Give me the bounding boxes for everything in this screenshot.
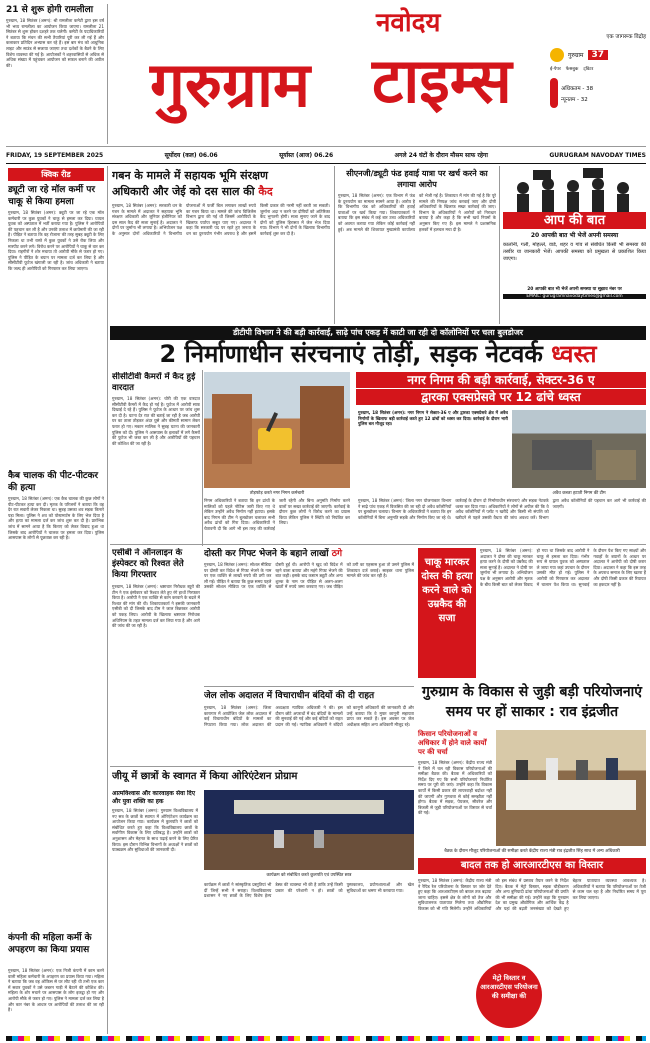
nagar-headline-1: नगर निगम की बड़ी कार्रवाई, सेक्टर-36 ए [356,372,646,388]
aap-email[interactable]: EMAIL: gurugramnavodaytimes@gmail.com [503,294,646,299]
masthead-brand: नवोदय [376,8,441,38]
masthead-title-left: गुरुग्राम [150,48,311,121]
vikas-headline-1: गुरुग्राम के विकास से जुड़ी बड़ी परियोजनाएं [421,684,643,700]
crime-body-2: गुरुग्राम, 18 सितंबर (अमन): एक कैब चालक की कुछ लोगों ने पीट-पीटकर हत्या कर दी। मृतक के परिजनों ने बताया कि वह देर रात सवारी लेकर निकला था। सुबह उसका शव सड़क किनारे पड़ा मिला। पुलिस ने शव को पोस्टमार्टम के लिए भेज दिया है और हत्या का मामला दर्ज कर जांच शुरू कर दी है। प्रारंभिक जांच में सामने आया है कि किराए को लेकर विवाद हुआ था जिसके बाद आरोपियों ने चालक पर हमला कर दिया। पुलिस आसपास के लोगों से पूछताछ कर रही है। [8,496,104,541]
lead-headline-1: गबन के मामले में सहायक भूमि संरक्षण [112,169,268,182]
nagar-body: गुरुग्राम, 18 सितंबर (अमन): जिला नगर योजनाकार विभाग ने साढ़े पांच एकड़ में विकसित की जा रही दो अवैध कॉलोनियों पर बुलडोजर चलाया। विभाग के अधिकारियों ने बताया कि इन कॉलोनियों में बिना अनुमति सड़कें और निर्माण किए जा रहे थे। कार्रवाई के दौरान दो निर्माणाधीन संरचनाएं और सड़क नेटवर्क ध्वस्त कर दिया गया। अधिकारियों ने लोगों से अपील की कि वे अवैध कॉलोनियों में प्लॉट न खरीदें और किसी भी संपत्ति को खरीदने से पहले उसकी वैधता की जांच अवश्य करें। विभाग द्वारा अवैध कॉलोनियों की पहचान कर आगे भी कार्रवाई की जाएगी। [358,498,646,520]
weather-city: गुरुग्राम [568,52,584,59]
crime-headline-3: कंपनी की महिला कर्मी के अपहरण का किया प्रयास [8,933,92,955]
sunset: सूर्यास्त (आज) 06.26 [279,152,334,159]
aap-contact: 20 आपकी बात भी भेजें अपनी समस्या या सुझाव नंबर पर [527,287,622,292]
rule [110,766,414,767]
nav-facebook[interactable]: फेसबुक [565,67,579,72]
lead-body: गुरुग्राम, 18 सितंबर (अमन): सरकारी धन के गबन के मामले में अदालत ने सहायक भूमि संरक्षण अधिकारी और जूनियर इंजीनियर को दस साल कैद की सजा सुनाई है। अदालत ने दोनों पर जुर्माना भी लगाया है। अभियोजन पक्ष के अनुसार दोनों अधिकारियों ने विभागीय योजनाओं में फर्जी बिल लगाकर लाखों रुपये का गबन किया था। मामले की जांच विजिलेंस विभाग द्वारा की गई थी जिसमें आरोपियों के खिलाफ पर्याप्त सबूत पाए गए। अदालत ने कहा कि सरकारी पद पर रहते हुए जनता के धन का दुरुपयोग गंभीर अपराध है और इसमें किसी प्रकार की नरमी नहीं बरती जा सकती। जुर्माना अदा न करने पर दोषियों को अतिरिक्त कैद भुगतनी होगी। सजा सुनाए जाने के बाद दोनों को पुलिस हिरासत में जेल भेज दिया गया। विभाग ने भी दोनों के खिलाफ विभागीय कार्रवाई शुरू कर दी है। [112,203,330,236]
crime-body-1: गुरुग्राम, 18 सितंबर (अमन): ड्यूटी पर जा रहे एक मॉल कर्मचारी पर कुछ युवकों ने चाकू से हमला कर दिया। घायल युवक को अस्पताल में भर्ती कराया गया है। पुलिस ने आरोपियों की पहचान कर ली है और उनकी तलाश में छापेमारी की जा रही है। पीड़ित ने बताया कि वह रोजाना की तरह सुबह ड्यूटी के लिए निकला था तभी रास्ते में कुछ युवकों ने उसे रोक लिया और मारपीट करने लगे। विरोध करने पर आरोपियों ने चाकू से वार कर दिया। राहगीरों ने शोर मचाया तो आरोपी मौके से फरार हो गए। पुलिस ने पीड़ित के बयान पर मामला दर्ज कर लिया है और सीसीटीवी फुटेज खंगाली जा रही है। जांच अधिकारी ने बताया कि जल्द ही आरोपियों को गिरफ्तार कर लिया जाएगा। [8,210,104,271]
nagar-photo-caption: अवैध कब्जा हटाती निगम की टीम [552,491,606,496]
lead-headline-2-accent: कैद [258,185,273,198]
dosti-headline-text: दोस्ती कर गिफ्ट भेजने के बहाने लाखों [204,549,332,559]
cng-body: गुरुग्राम, 18 सितंबर (अमन): एक विभाग में फंड के दुरुपयोग का मामला सामने आया है। आरोप है कि विभागीय फंड को अधिकारियों की हवाई यात्राओं पर खर्च किया गया। शिकायतकर्ता ने बताया कि इस संबंध में कई बार उच्च अधिकारियों को अवगत कराया गया लेकिन कोई कार्रवाई नहीं हुई। अब मामले की शिकायत मुख्यमंत्री कार्यालय को भेजी गई है। शिकायत में मांग की गई है कि पूरे मामले की निष्पक्ष जांच करवाई जाए और दोषी अधिकारियों के खिलाफ सख्त कार्रवाई की जाए। विभाग के अधिकारियों ने आरोपों को निराधार बताया है और कहा है कि सभी खर्च नियमों के अनुसार किए गए हैं। इस मामले ने प्रशासनिक हलकों में हलचल मचा दी है। [338,193,496,232]
cng-headline: सीएनजी/ड्यूटी फंड हवाई यात्रा पर खर्च करने का लगाया आरोप [346,169,488,189]
divider [107,4,108,144]
weather-box [550,32,646,144]
crime-headline-2: कैब चालक की पीट-पीटकर की हत्या [8,471,99,493]
weather-min: न्यूनतम - 32 [561,96,588,103]
jiyu-body: गुरुग्राम, 18 सितंबर (अमन): गुरुग्राम विश्वविद्यालय में नए सत्र के छात्रों के स्वागत में ओरिएंटेशन कार्यक्रम का आयोजन किया गया। कार्यक्रम में कुलपति ने छात्रों को संबोधित करते हुए कहा कि विश्वविद्यालय छात्रों के सर्वांगीण विकास के लिए प्रतिबद्ध है। उन्होंने छात्रों को अनुशासन और मेहनत के साथ पढ़ाई करने के लिए प्रेरित किया। इस दौरान विभिन्न विभागों के अध्यक्षों ने छात्रों को पाठ्यक्रम और सुविधाओं की जानकारी दी। [112,808,198,853]
vikas-headline [418,682,646,726]
color-registration-bar [6,1036,646,1041]
brief-body: गुरुग्राम, 18 सितंबर (अमन): श्री रामलीला कमेटी द्वारा इस वर्ष भी भव्य रामलीला का आयोजन किया जाएगा। रामलीला 21 सितंबर से शुरू होकर दशहरे तक चलेगी। कमेटी के पदाधिकारियों ने बताया कि मंचन की सभी तैयारियां पूरी कर ली गई हैं और कलाकार प्रतिदिन अभ्यास कर रहे हैं। इस बार मंच को आधुनिक लाइट और साउंड से सजाया जाएगा तथा दर्शकों के बैठने के लिए विशेष व्यवस्था की गई है। आयोजकों ने शहरवासियों से अधिक से अधिक संख्या में पहुंचकर आयोजन को सफल बनाने की अपील की। [6,18,104,68]
crime-body-3: गुरुग्राम, 18 सितंबर (अमन): एक निजी कंपनी में काम करने वाली महिला कर्मचारी के अपहरण का प्रयास किया गया। महिला ने बताया कि जब वह ऑफिस से घर लौट रही थी तभी एक कार में सवार युवकों ने उसे जबरन गाड़ी में बैठाने की कोशिश की। महिला के शोर मचाने पर आसपास के लोग इकट्ठा हो गए और आरोपी मौके से फरार हो गए। पुलिस ने मामला दर्ज कर लिया है और कार नंबर के आधार पर आरोपियों की तलाश की जा रही है। [8,968,104,1013]
protest-icon [503,166,646,212]
thermometer-icon [550,78,558,108]
banner-headline-text: 2 निर्माणाधीन संरचनाएं तोड़ीं, सड़क नेटवर्क [159,340,552,368]
lead-headline-2 [112,184,330,199]
paper-name: GURUGRAM NAVODAY TIMES [549,151,646,159]
jiyu-body-2: कार्यक्रम में छात्रों ने सांस्कृतिक प्रस्तुतियां भी दीं जिन्हें सभी ने सराहा। विश्वविद्यालय प्रशासन ने नए छात्रों के लिए विशेष हेल्प डेस्क की व्यवस्था भी की है ताकि उन्हें किसी प्रकार की परेशानी न हो। छात्रों को पुस्तकालय, प्रयोगशालाओं और खेल सुविधाओं का भ्रमण भी करवाया गया। [204,882,414,899]
temperature-badge: 37 [588,50,609,60]
nav-twitter[interactable]: ट्विटर [583,67,594,72]
jiyu-headline: जीयू में छात्रों के स्वागत में किया ओरिएंटेशन प्रोग्राम [112,771,298,782]
aap-subtitle: 20 आपकी बात भी भेजें अपनी समस्या [530,232,619,239]
cctv-headline: सीसीटीवी कैमरों में कैद हुई वारदात [112,372,196,393]
jail-headline: जेल लोक अदालत में विचाराधीन बंदियों की दी राहत [204,691,375,701]
sunrise: सूर्योदय (कल) 06.06 [164,152,218,159]
lead-headline-2-text: अधिकारी और जेई को दस साल की [112,185,259,198]
cctv-body-continued: निगम अधिकारियों ने बताया कि इन ढांचों के मालिकों को पहले नोटिस जारी किए गए थे लेकिन उन्होंने अवैध निर्माण नहीं हटाया। इसके बाद निगम की टीम ने बुलडोजर चलाकर सभी अवैध ढांचों को गिरा दिया। अधिकारियों ने चेतावनी दी कि आगे भी इस तरह की कार्रवाई जारी रहेगी और बिना अनुमति निर्माण करने वालों पर सख्त कार्रवाई की जाएगी। कार्रवाई के दौरान कुछ लोगों ने विरोध करने का प्रयास किया लेकिन पुलिस ने स्थिति को नियंत्रित कर लिया। [204,498,350,531]
sti-headline: एसीबी ने ऑनलाइन के इंस्पेक्टर को रिश्वत लेते किया गिरफ्तार [112,548,184,580]
issue-date: FRIDAY, 19 SEPTEMBER 2025 [6,151,104,159]
demolition-photo [204,372,350,488]
divider [334,166,335,324]
top-left-brief [6,4,104,142]
aap-body: कालोनी, गली, मोहल्ले, वार्ड, शहर व गांव से संबंधित किसी भी समस्या की तस्वीर या जानकारी भेजें। आपकी समस्या को प्रमुखता से प्रकाशित किया जाएगा। [503,242,646,262]
cctv-body: गुरुग्राम, 18 सितंबर (अमन): चोरी की एक वारदात सीसीटीवी कैमरों में कैद हो गई है। फुटेज में आरोपी साफ दिखाई दे रहे हैं। पुलिस ने फुटेज के आधार पर जांच शुरू कर दी है। घटना देर रात की बताई जा रही है जब आरोपी घर का ताला तोड़कर अंदर घुसे और कीमती सामान लेकर फरार हो गए। मकान मालिक ने सुबह घटना की जानकारी पुलिस को दी। पुलिस ने आसपास के इलाकों में लगे कैमरों की फुटेज भी जब्त कर ली है और आरोपियों की पहचान की कोशिश की जा रही है। [112,396,200,446]
divider [499,166,500,324]
review-circle: मेट्रो विस्तार व आरआरटीएस परियोजना की समीक्षा की [476,962,542,1028]
edition-tag: एक जागरूक विद्रोह [606,34,646,40]
jail-body: गुरुग्राम, 18 सितंबर (अमन): जिला कारागार में आयोजित जेल लोक अदालत में कई विचाराधीन बंदियों के मामलों का निपटारा किया गया। लोक अदालत की अध्यक्षता न्यायिक अधिकारी ने की। इस दौरान छोटे अपराधों में बंद बंदियों के मामलों की सुनवाई की गई और कई बंदियों को राहत प्रदान की गई। न्यायिक अधिकारी ने बंदियों को कानूनी अधिकारों की जानकारी दी और उन्हें बताया कि वे मुफ्त कानूनी सहायता प्राप्त कर सकते हैं। इस अवसर पर जेल अधीक्षक सहित अन्य अधिकारी मौजूद रहे। [204,705,414,727]
jiyu-subhead: आत्मविश्वास और कारवाहक सेवा दिए और युवा शक्ति का हक [112,790,196,805]
weather-max: अधिकतम - 38 [561,85,594,92]
nagar-headline-2: द्वारका एक्सप्रेसवे पर 12 ढांचे ध्वस्त [356,389,646,405]
demolition-site-photo [512,410,646,488]
sti-body: गुरुग्राम, 18 सितंबर (अमन): भ्रष्टाचार निरोधक ब्यूरो की टीम ने एक इंस्पेक्टर को रिश्वत लेते हुए रंगे हाथों गिरफ्तार किया है। आरोपी ने एक व्यक्ति से काम करवाने के बदले में रिश्वत की मांग की थी। शिकायतकर्ता ने इसकी जानकारी एसीबी को दी जिसके बाद टीम ने जाल बिछाकर आरोपी को पकड़ लिया। आरोपी के खिलाफ भ्रष्टाचार निरोधक अधिनियम के तहत मामला दर्ज कर लिया गया है और आगे की जांच की जा रही है। [112,584,200,629]
weather-nav [550,66,646,72]
orientation-caption: कार्यक्रम को संबोधित करते कुलपति एवं उपस्थित छात्र [266,873,352,878]
rule [6,146,646,147]
rule [110,544,646,545]
brief-headline: 21 से शुरू होगी रामलीला [6,5,94,15]
aap-ki-baat-box [503,166,646,322]
quick-read-label: क्विक रीड [8,168,104,181]
forecast: अगले 24 घंटों के दौरान मौसम साफ रहेगा [394,152,488,159]
rrts-headline: बादल तक हो आरआरटीएस का विस्तार [418,858,646,874]
verdict-body: गुरुग्राम, 18 सितंबर (अमन): अदालत ने दोस्त की चाकू मारकर हत्या करने के दोषी को उम्रकैद की सजा सुनाई है। अदालत ने दोषी पर जुर्माना भी लगाया है। अभियोजन पक्ष के अनुसार आरोपी और मृतक के बीच किसी बात को लेकर विवाद हो गया था जिसके बाद आरोपी ने चाकू से हमला कर दिया। गंभीर रूप से घायल युवक को अस्पताल ले जाया गया जहां उपचार के दौरान उसकी मौत हो गई। पुलिस ने आरोपी को गिरफ्तार कर अदालत में चालान पेश किया था। सुनवाई के दौरान पेश किए गए साक्ष्यों और गवाहों के बयानों के आधार पर अदालत ने आरोपी को दोषी करार दिया। अदालत ने कहा कि इस तरह के अपराध समाज के लिए खतरा हैं और दोषी किसी प्रकार की रियायत का हकदार नहीं है। [480,548,646,587]
sun-icon [550,48,564,62]
vikas-headline-2: समय पर हों साकार : राव इंद्रजीत [445,704,619,720]
divider [202,370,203,546]
nav-epaper[interactable]: ई-पेपर [550,67,561,72]
rule [204,686,414,687]
nagar-lead: गुरुग्राम, 18 सितंबर (अमन): नगर निगम ने सेक्टर-36 ए और द्वारका एक्सप्रेसवे क्षेत्र में अवैध निर्माणों के खिलाफ बड़ी कार्रवाई करते हुए 12 ढांचों को ध्वस्त कर दिया। कार्रवाई के दौरान भारी पुलिस बल मौजूद रहा। [358,410,508,427]
photo-caption: तोड़फोड़ करते नगर निगम कर्मचारी [249,491,305,496]
verdict-box: चाकू मारकर दोस्त की हत्या करने वाले को उम्रकैद की सजा [418,548,476,678]
divider [107,166,108,1034]
meeting-photo [496,730,646,846]
banner-headline [110,340,646,368]
orientation-photo [204,790,414,870]
masthead-title-right: टाइम्स [372,44,512,117]
dosti-headline-accent: ठगे [331,549,343,559]
kisan-headline: किसान परियोजनाओं व अधिकार में होने वाले कार्यों पर की चर्चा [418,730,487,756]
aap-title: आप की बात [503,212,646,229]
banner-headline-accent: ध्वस्त [551,340,597,368]
crime-headline-1: ड्यूटी जा रहे मॉल कर्मी पर चाकू से किया हमला [8,185,96,207]
rule [6,163,646,164]
banner-strip: डीटीपी विभाग ने की बड़ी कार्रवाई, साढ़े पांच एकड़ में काटी जा रही दो कॉलोनियों पर चला बुलडोजर [110,326,646,340]
dosti-headline [204,548,414,560]
dosti-body: गुरुग्राम, 18 सितंबर (अमन): सोशल मीडिया पर दोस्ती कर विदेश से गिफ्ट भेजने के नाम पर एक व्यक्ति से लाखों रुपये की ठगी कर ली गई। पीड़ित ने बताया कि कुछ समय पहले उसकी सोशल मीडिया पर एक व्यक्ति से दोस्ती हुई थी। आरोपी ने खुद को विदेश में रहने वाला बताया और महंगे गिफ्ट भेजने की बात कही। इसके बाद कस्टम ड्यूटी और अन्य शुल्क के नाम पर पीड़ित से अलग-अलग खातों में रुपये जमा करवाए गए। जब पीड़ित को ठगी का एहसास हुआ तो उसने पुलिस में शिकायत दर्ज कराई। साइबर थाना पुलिस मामले की जांच कर रही है। [204,562,414,590]
meeting-caption: बैठक के दौरान मौजूद परियोजनाओं की समीक्षा करते केंद्रीय राज्य मंत्री राव इंद्रजीत सिंह साथ में अन्य अधिकारी [444,849,620,854]
rrts-body: गुरुग्राम, 18 सितंबर (अमन): केंद्रीय राज्य मंत्री ने रैपिड रेल परियोजना के विस्तार पर जोर देते हुए कहा कि आरआरटीएस को बावल तक बढ़ाया जाना चाहिए। इससे क्षेत्र के लोगों को तेज और सुविधाजनक यातायात मिलेगा तथा औद्योगिक विकास को भी गति मिलेगी। उन्होंने अधिकारियों को इस संबंध में प्रस्ताव तैयार करने के निर्देश दिए। बैठक में मेट्रो विस्तार, सड़क चौड़ीकरण और अन्य बुनियादी ढांचा परियोजनाओं की प्रगति की भी समीक्षा की गई। उन्होंने कहा कि गुरुग्राम देश का प्रमुख औद्योगिक और आर्थिक केंद्र है और यहां की बढ़ती जनसंख्या को देखते हुए बेहतर यातायात व्यवस्था आवश्यक है। अधिकारियों ने बताया कि परियोजनाओं पर तेजी से काम चल रहा है और निर्धारित समय में पूरा कर लिया जाएगा। [418,878,646,911]
dateline-bar [6,149,646,161]
kisan-body: गुरुग्राम, 18 सितंबर (अमन): केंद्रीय राज्य मंत्री ने जिले में चल रही विकास परियोजनाओं की समीक्षा बैठक की। बैठक में अधिकारियों को निर्देश दिए गए कि सभी परियोजनाएं निर्धारित समय पर पूरी की जाएं। उन्होंने कहा कि विकास कार्यों में किसी प्रकार की लापरवाही बर्दाश्त नहीं की जाएगी और गुणवत्ता से कोई समझौता नहीं होगा। बैठक में सड़क, पेयजल, सीवरेज और बिजली से जुड़ी परियोजनाओं पर विस्तार से चर्चा की गई। [418,760,492,816]
